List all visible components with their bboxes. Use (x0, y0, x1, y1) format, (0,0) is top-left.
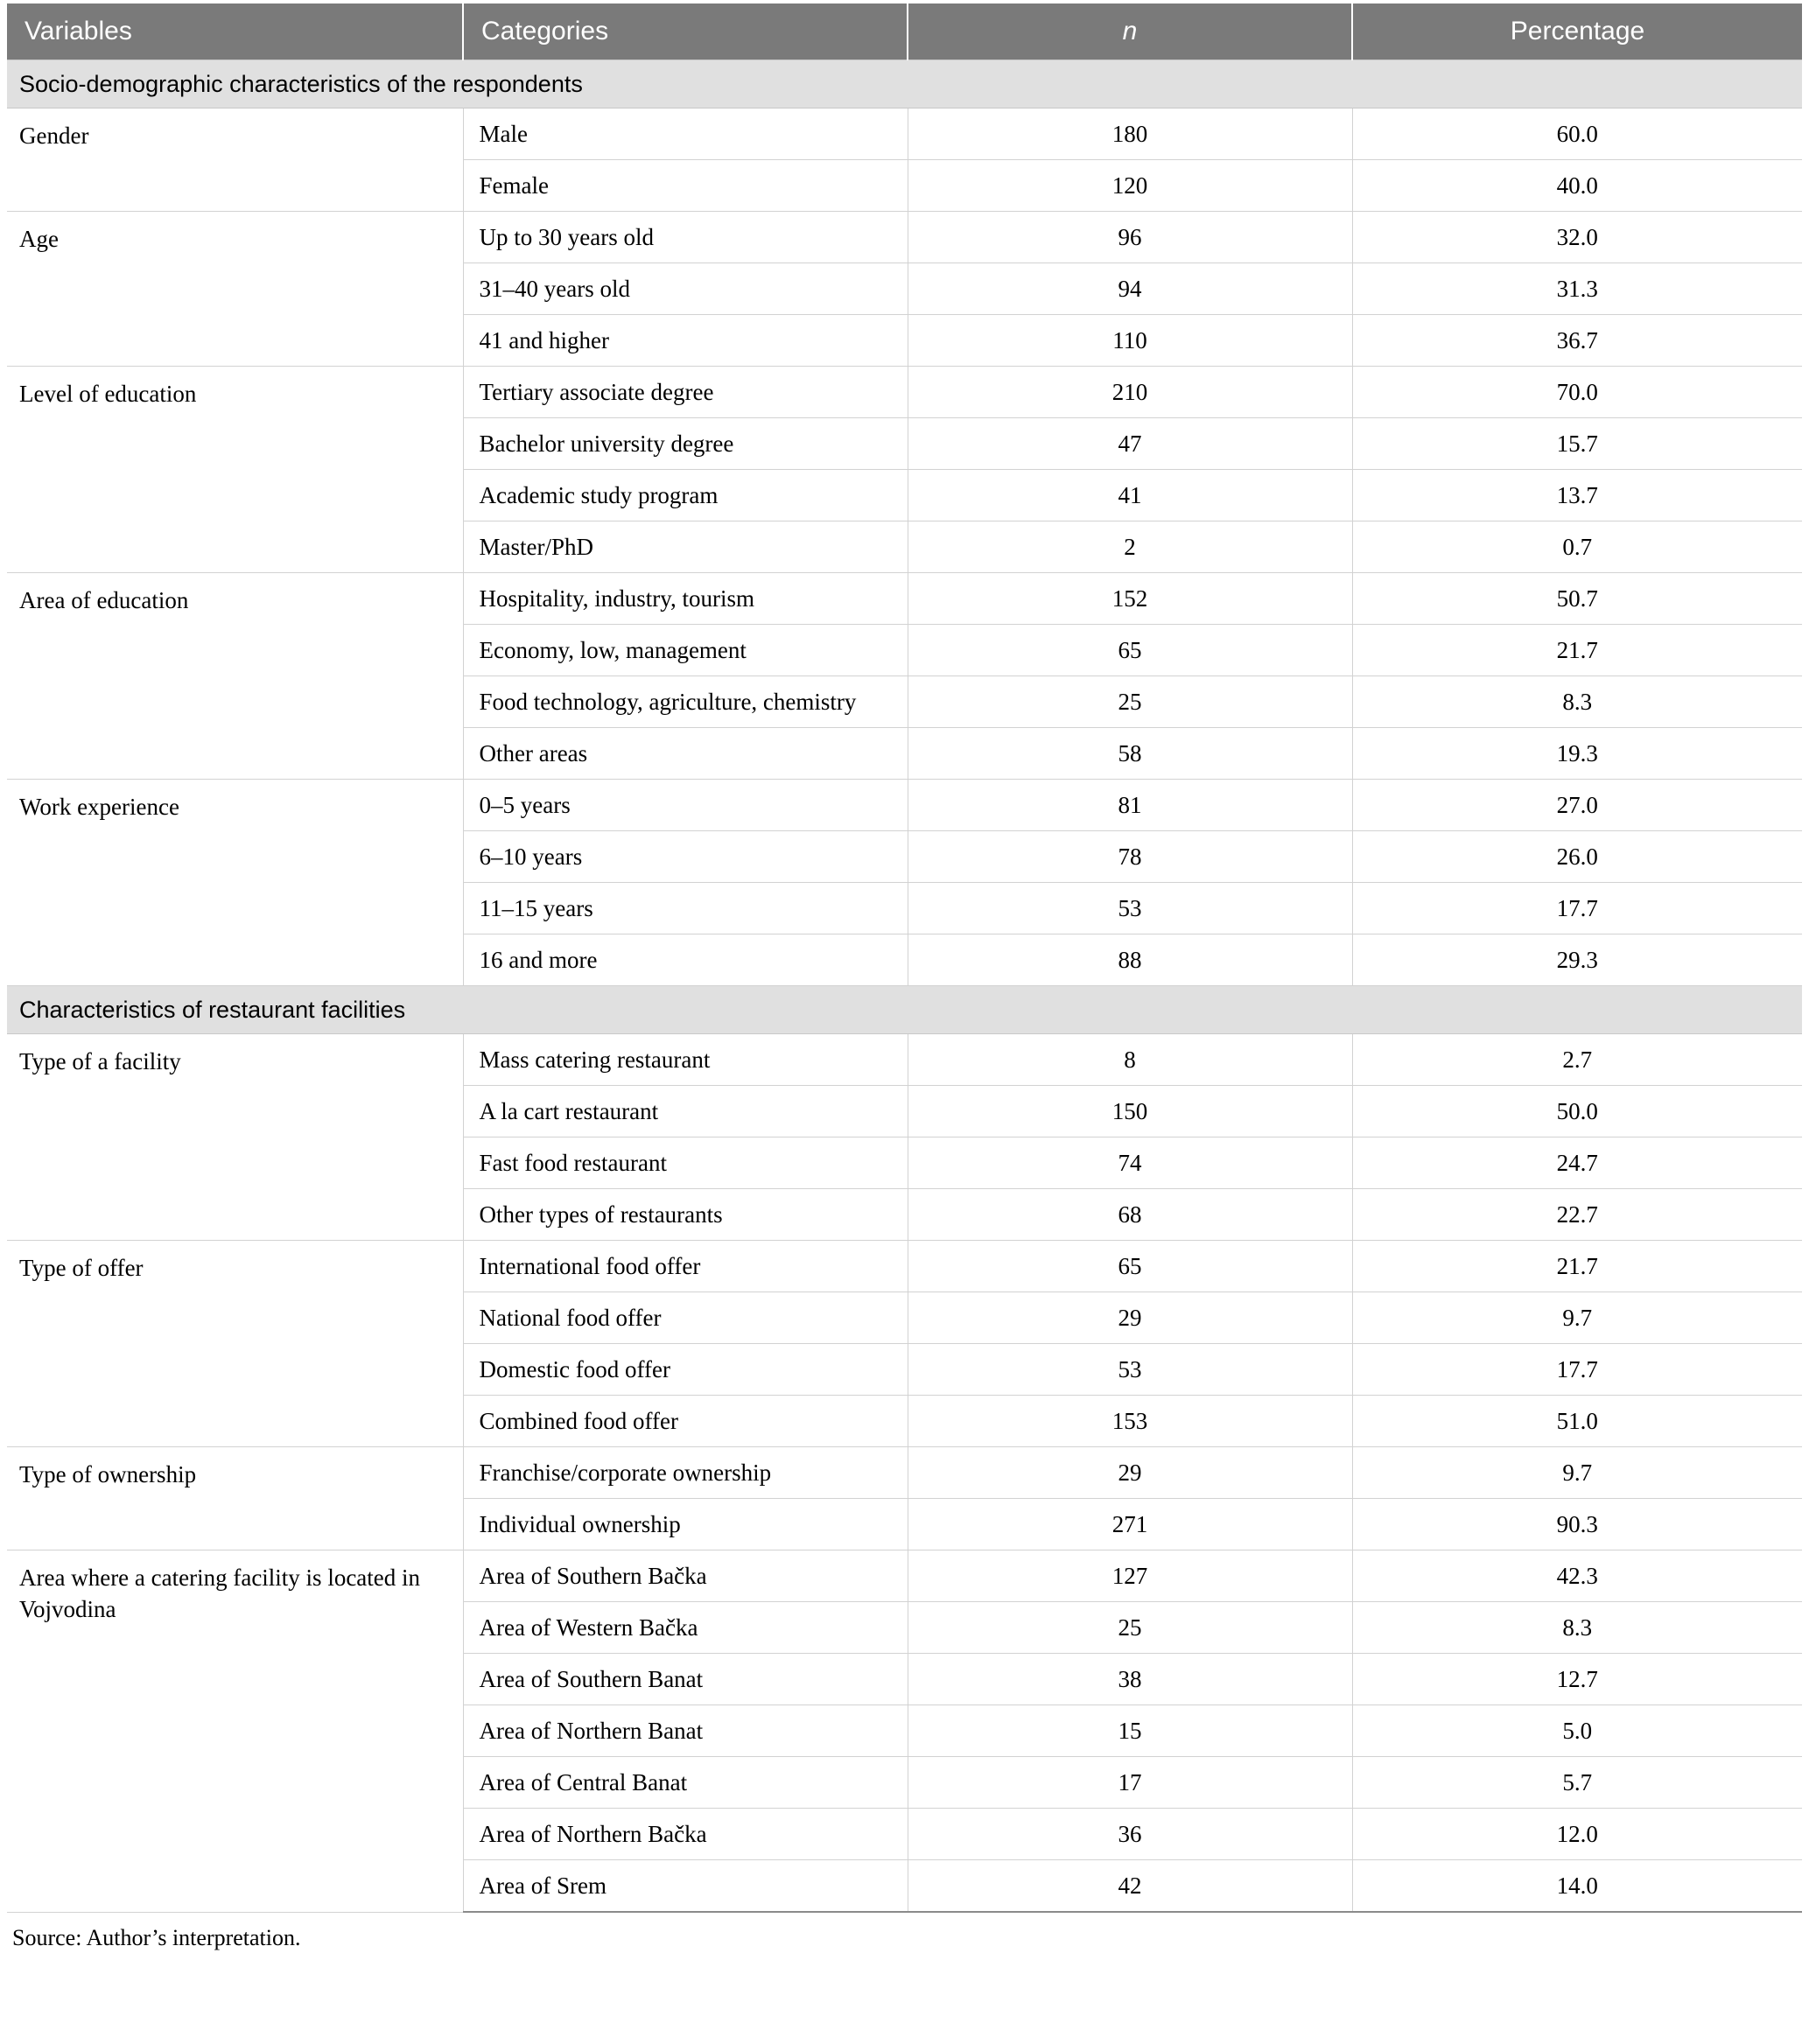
table-row (7, 1034, 1802, 1086)
category-label: Fast food restaurant (463, 1138, 908, 1189)
section-title: Socio-demographic characteristics of the respondents (7, 60, 1802, 108)
count-value: 210 (908, 367, 1352, 418)
count-value: 150 (908, 1086, 1352, 1138)
count-value: 127 (908, 1550, 1352, 1602)
percentage-value: 17.7 (1352, 883, 1802, 934)
category-label: Bachelor university degree (463, 418, 908, 470)
count-value: 74 (908, 1138, 1352, 1189)
category-label: 31–40 years old (463, 263, 908, 315)
category-label: Area of Southern Banat (463, 1654, 908, 1705)
percentage-value: 17.7 (1352, 1344, 1802, 1396)
percentage-value: 14.0 (1352, 1860, 1802, 1913)
percentage-value: 90.3 (1352, 1499, 1802, 1550)
percentage-value: 51.0 (1352, 1396, 1802, 1447)
column-header-percentage: Percentage (1352, 4, 1802, 60)
variable-label: Type of a facility (7, 1034, 463, 1241)
count-value: 81 (908, 780, 1352, 831)
percentage-value: 31.3 (1352, 263, 1802, 315)
section-header-row (7, 986, 1802, 1034)
variable-label: Area where a catering facility is located in Vojvodina (7, 1550, 463, 1913)
percentage-value: 26.0 (1352, 831, 1802, 883)
category-label: Area of Srem (463, 1860, 908, 1913)
category-label: Area of Southern Bačka (463, 1550, 908, 1602)
count-value: 152 (908, 573, 1352, 625)
percentage-value: 40.0 (1352, 160, 1802, 212)
category-label: Food technology, agriculture, chemistry (463, 676, 908, 728)
count-value: 25 (908, 676, 1352, 728)
count-value: 65 (908, 625, 1352, 676)
count-value: 25 (908, 1602, 1352, 1654)
count-value: 88 (908, 934, 1352, 986)
category-label: 41 and higher (463, 315, 908, 367)
percentage-value: 24.7 (1352, 1138, 1802, 1189)
variable-label: Gender (7, 108, 463, 212)
category-label: Male (463, 108, 908, 160)
percentage-value: 36.7 (1352, 315, 1802, 367)
percentage-value: 12.0 (1352, 1809, 1802, 1860)
category-label: A la cart restaurant (463, 1086, 908, 1138)
count-value: 41 (908, 470, 1352, 522)
percentage-value: 13.7 (1352, 470, 1802, 522)
respondent-characteristics-table (7, 4, 1802, 1913)
percentage-value: 0.7 (1352, 522, 1802, 573)
category-label: Other types of restaurants (463, 1189, 908, 1241)
percentage-value: 19.3 (1352, 728, 1802, 780)
percentage-value: 8.3 (1352, 1602, 1802, 1654)
table-row (7, 1447, 1802, 1499)
percentage-value: 60.0 (1352, 108, 1802, 160)
percentage-value: 2.7 (1352, 1034, 1802, 1086)
percentage-value: 9.7 (1352, 1447, 1802, 1499)
category-label: Combined food offer (463, 1396, 908, 1447)
count-value: 94 (908, 263, 1352, 315)
variable-label: Level of education (7, 367, 463, 573)
column-header-categories: Categories (463, 4, 908, 60)
table-row (7, 780, 1802, 831)
table-source-note: Source: Author’s interpretation. (12, 1925, 301, 1950)
table-header-row (7, 4, 1802, 60)
category-label: Area of Northern Banat (463, 1705, 908, 1757)
percentage-value: 22.7 (1352, 1189, 1802, 1241)
count-value: 65 (908, 1241, 1352, 1292)
category-label: Franchise/corporate ownership (463, 1447, 908, 1499)
percentage-value: 5.7 (1352, 1757, 1802, 1809)
percentage-value: 21.7 (1352, 1241, 1802, 1292)
category-label: Up to 30 years old (463, 212, 908, 263)
category-label: Academic study program (463, 470, 908, 522)
table-row (7, 1550, 1802, 1602)
percentage-value: 50.0 (1352, 1086, 1802, 1138)
percentage-value: 12.7 (1352, 1654, 1802, 1705)
count-value: 17 (908, 1757, 1352, 1809)
count-value: 68 (908, 1189, 1352, 1241)
category-label: Other areas (463, 728, 908, 780)
count-value: 180 (908, 108, 1352, 160)
variable-label: Work experience (7, 780, 463, 986)
category-label: 16 and more (463, 934, 908, 986)
category-label: Mass catering restaurant (463, 1034, 908, 1086)
count-value: 36 (908, 1809, 1352, 1860)
percentage-value: 5.0 (1352, 1705, 1802, 1757)
count-value: 78 (908, 831, 1352, 883)
count-value: 53 (908, 883, 1352, 934)
count-value: 47 (908, 418, 1352, 470)
count-value: 29 (908, 1447, 1352, 1499)
table-row (7, 367, 1802, 418)
count-value: 153 (908, 1396, 1352, 1447)
category-label: Female (463, 160, 908, 212)
count-value: 8 (908, 1034, 1352, 1086)
variable-label: Age (7, 212, 463, 367)
category-label: Area of Northern Bačka (463, 1809, 908, 1860)
column-header-n: n (908, 4, 1352, 60)
percentage-value: 42.3 (1352, 1550, 1802, 1602)
percentage-value: 8.3 (1352, 676, 1802, 728)
column-header-variables: Variables (7, 4, 463, 60)
category-label: Individual ownership (463, 1499, 908, 1550)
count-value: 271 (908, 1499, 1352, 1550)
percentage-value: 70.0 (1352, 367, 1802, 418)
section-header-row (7, 60, 1802, 108)
category-label: International food offer (463, 1241, 908, 1292)
percentage-value: 50.7 (1352, 573, 1802, 625)
category-label: Tertiary associate degree (463, 367, 908, 418)
count-value: 2 (908, 522, 1352, 573)
category-label: National food offer (463, 1292, 908, 1344)
variable-label: Type of offer (7, 1241, 463, 1447)
count-value: 53 (908, 1344, 1352, 1396)
category-label: Hospitality, industry, tourism (463, 573, 908, 625)
category-label: Master/PhD (463, 522, 908, 573)
table-row (7, 1241, 1802, 1292)
percentage-value: 32.0 (1352, 212, 1802, 263)
table-row (7, 108, 1802, 160)
category-label: 6–10 years (463, 831, 908, 883)
percentage-value: 29.3 (1352, 934, 1802, 986)
count-value: 110 (908, 315, 1352, 367)
percentage-value: 27.0 (1352, 780, 1802, 831)
count-value: 58 (908, 728, 1352, 780)
count-value: 38 (908, 1654, 1352, 1705)
category-label: 0–5 years (463, 780, 908, 831)
category-label: Economy, low, management (463, 625, 908, 676)
variable-label: Type of ownership (7, 1447, 463, 1550)
category-label: Area of Western Bačka (463, 1602, 908, 1654)
variable-label: Area of education (7, 573, 463, 780)
count-value: 15 (908, 1705, 1352, 1757)
table-body (7, 60, 1802, 1913)
count-value: 120 (908, 160, 1352, 212)
category-label: 11–15 years (463, 883, 908, 934)
section-title: Characteristics of restaurant facilities (7, 986, 1802, 1034)
table-row (7, 573, 1802, 625)
category-label: Domestic food offer (463, 1344, 908, 1396)
percentage-value: 9.7 (1352, 1292, 1802, 1344)
count-value: 96 (908, 212, 1352, 263)
table-header (7, 4, 1802, 60)
table-row (7, 212, 1802, 263)
percentage-value: 15.7 (1352, 418, 1802, 470)
category-label: Area of Central Banat (463, 1757, 908, 1809)
percentage-value: 21.7 (1352, 625, 1802, 676)
count-value: 29 (908, 1292, 1352, 1344)
count-value: 42 (908, 1860, 1352, 1913)
